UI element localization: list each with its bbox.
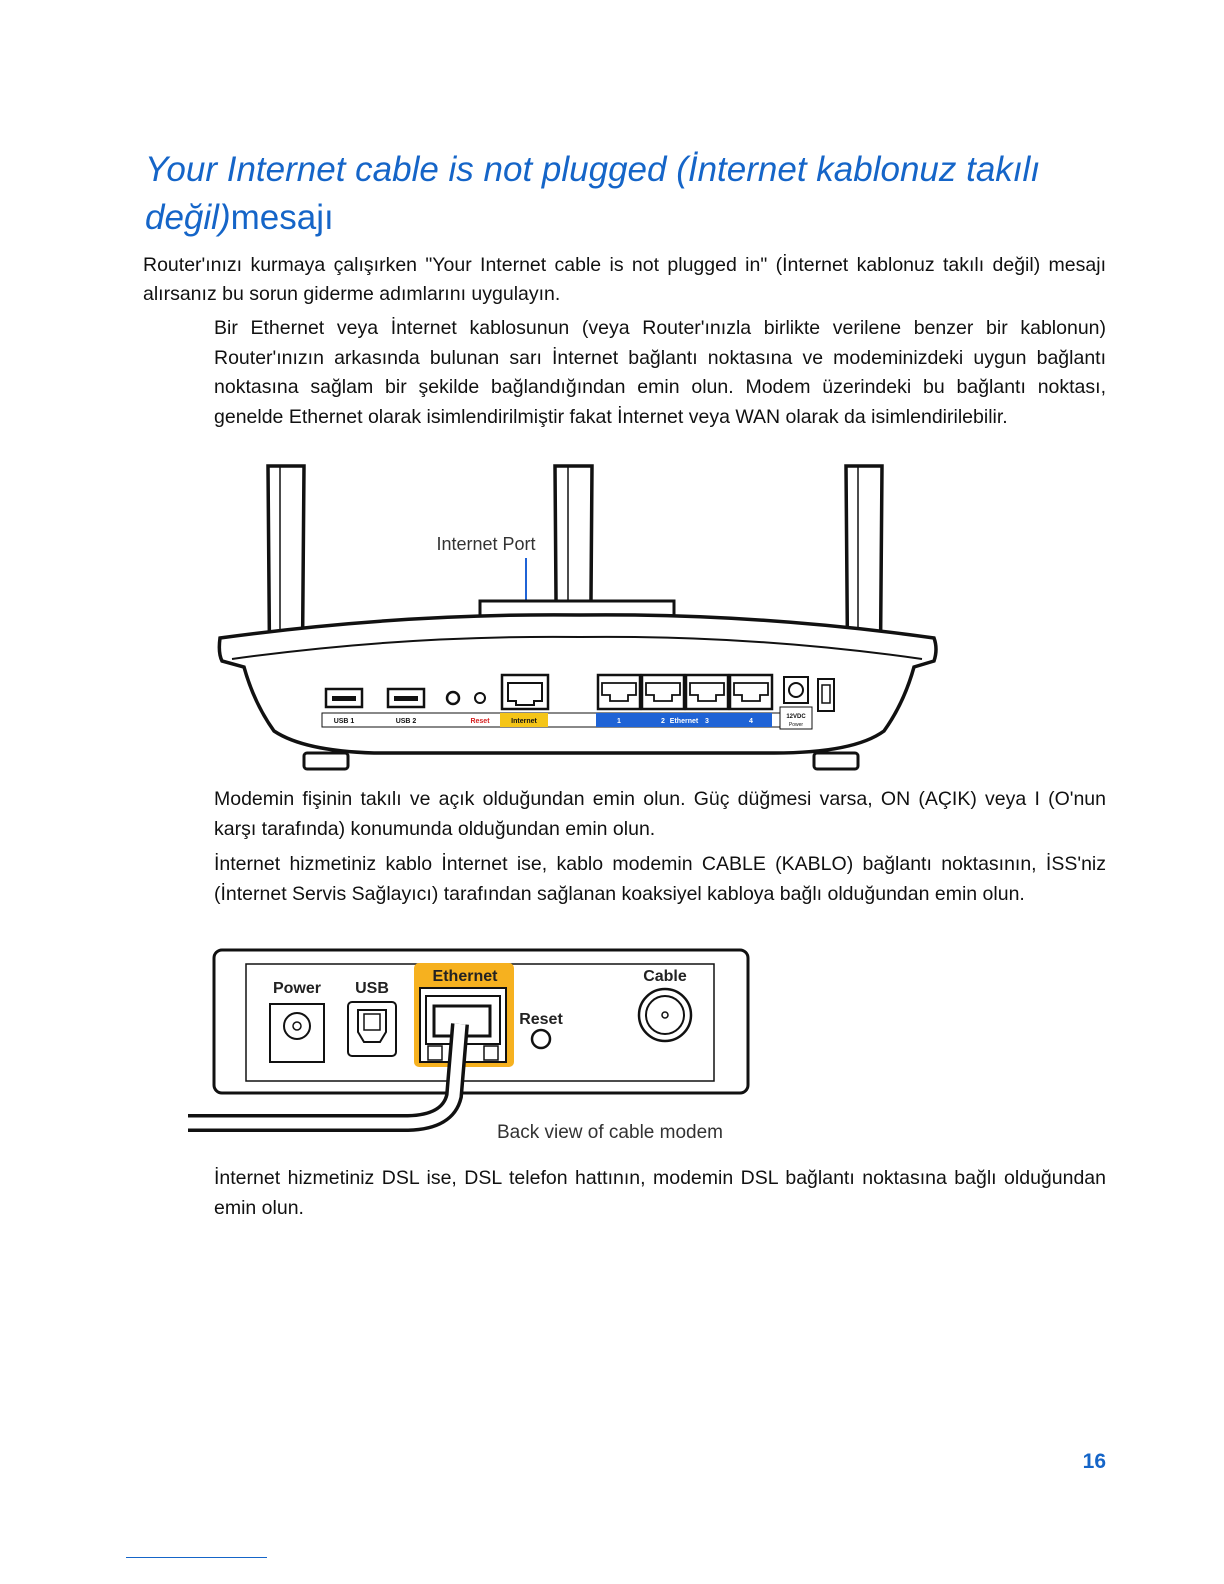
page-number: 16 bbox=[1082, 1450, 1106, 1473]
modem-label-cable: Cable bbox=[643, 968, 687, 985]
port-label-internet: Internet bbox=[511, 718, 537, 725]
intro-paragraph: Router'ınızı kurmaya çalışırken "Your Internet cable is not plugged in" (İnternet kablonuz takılı değil) mesajı alırsanız bu sorun giderme adımlarını uygulayın. bbox=[143, 254, 1106, 305]
cable-modem-figure bbox=[188, 946, 754, 1148]
modem-label-power: Power bbox=[272, 980, 322, 997]
port-label-power-top: 12VDC bbox=[786, 714, 806, 720]
step-paragraph-4: İnternet hizmetiniz DSL ise, DSL telefon hattının, modemin DSL bağlantı noktasına bağlı olduğundan emin olun. bbox=[214, 1167, 1106, 1219]
page-title bbox=[145, 146, 1125, 242]
port-label-eth4: 4 bbox=[749, 718, 753, 725]
page-title-italic: Your Internet cable is not plugged (İnternet kablonuz takılı değil) bbox=[145, 150, 1041, 237]
footnote-divider bbox=[126, 1557, 267, 1558]
modem-label-reset: Reset bbox=[519, 1011, 563, 1028]
step-paragraph-3: İnternet hizmetiniz kablo İnternet ise, kablo modemin CABLE (KABLO) bağlantı noktasının, İSS'niz (İnternet Servis Sağlayıcı) tarafından sağlanan koaksiyel kabloya bağlı olduğundan emin olun. bbox=[214, 853, 1106, 905]
port-label-reset: Reset bbox=[470, 718, 490, 725]
internet-port-callout: Internet Port bbox=[436, 534, 536, 554]
port-label-usb2: USB 2 bbox=[395, 718, 417, 725]
step-paragraph-2: Modemin fişinin takılı ve açık olduğundan emin olun. Güç düğmesi varsa, ON (AÇIK) veya I (O'nun karşı tarafında) konumunda olduğundan emin olun. bbox=[214, 788, 1106, 840]
port-label-usb1: USB 1 bbox=[333, 718, 355, 725]
port-label-ethernet: Ethernet bbox=[669, 718, 699, 725]
router-rear-figure bbox=[214, 463, 950, 775]
port-label-eth3: 3 bbox=[705, 718, 709, 725]
port-label-eth2: 2 bbox=[661, 718, 665, 725]
port-label-power-bottom: Power bbox=[788, 722, 804, 728]
page-title-plain: mesajı bbox=[230, 198, 334, 237]
step-paragraph-1: Bir Ethernet veya İnternet kablosunun (veya Router'ınızla birlikte verilene benzer bir kablonun) Router'ınızın arkasında bulunan sarı İnternet bağlantı noktasına ve modeminizdeki uygun bağlantı noktasına sağlam bir şekilde bağlandığından emin olun. Modem üzerindeki bu bağlantı noktası, genelde Ethernet olarak isimlendirilmiştir fakat İnternet veya WAN olarak da isimlendirilebilir. bbox=[214, 317, 1106, 428]
modem-figure-caption: Back view of cable modem bbox=[497, 1122, 723, 1143]
modem-label-usb: USB bbox=[355, 980, 389, 997]
port-label-eth1: 1 bbox=[617, 718, 621, 725]
modem-label-ethernet: Ethernet bbox=[432, 968, 498, 985]
